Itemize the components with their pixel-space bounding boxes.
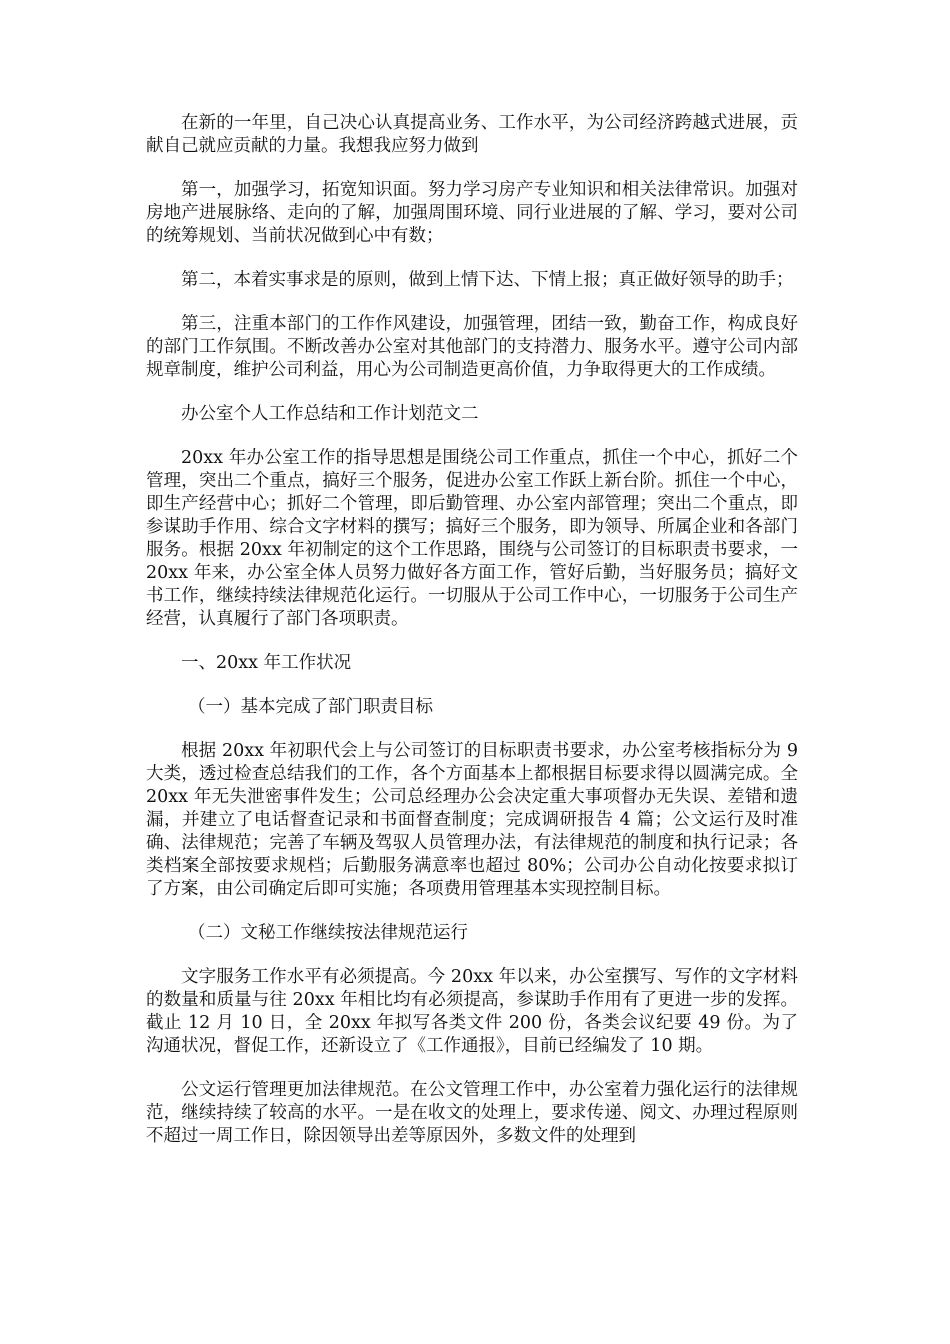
subheading-secretarial-work: （二）文秘工作继续按法律规范运行	[188, 923, 468, 943]
paragraph-writing-service: 文字服务工作水平有必须提高。今 20xx 年以来，办公室撰写、写作的文字材料的数量和质量与往 20xx 年相比均有必须提高，参谋助手作用有了更进一步的发挥。截止 12 月 10 日，全 20xx 年拟写各类文件 200 份，各类会议纪要 49 份。为了沟通状况，督促工作，还新设立了《工作通报》，目前已经编发了 10 期。	[146, 967, 798, 1056]
paragraph-second-point: 第二，本着实事求是的原则，做到上情下达、下情上报；真正做好领导的助手；	[181, 270, 794, 290]
paragraph-document-management: 公文运行管理更加法律规范。在公文管理工作中，办公室着力强化运行的法律规范，继续持续了较高的水平。一是在收文的处理上，要求传递、阅文、办理过程原则不超过一周工作日，除因领导出差等原因外，多数文件的处理到	[146, 1080, 798, 1146]
heading-work-status: 一、20xx 年工作状况	[181, 653, 352, 673]
paragraph-third-point: 第三，注重本部门的工作作风建设，加强管理，团结一致，勤奋工作，构成良好的部门工作氛围。不断改善办公室对其他部门的支持潜力、服务水平。遵守公司内部规章制度，维护公司利益，用心为公司制造更高价值，力争取得更大的工作成绩。	[146, 314, 798, 380]
section-title-example-two: 办公室个人工作总结和工作计划范文二	[181, 404, 479, 424]
paragraph-intro: 在新的一年里，自己决心认真提高业务、工作水平，为公司经济跨越式进展，贡献自己就应贡献的力量。我想我应努力做到	[146, 113, 798, 156]
paragraph-goals-detail: 根据 20xx 年初职代会上与公司签订的目标职责书要求，办公室考核指标分为 9 大类，透过检查总结我们的工作，各个方面基本上都根据目标要求得以圆满完成。全 20xx 年无失泄密事件发生；公司总经理办公会决定重大事项督办无失误、差错和遗漏，并建立了电话督查记录和书面督查制度；完成调研报告 4 篇；公文运行及时准确、法律规范；完善了车辆及驾驭人员管理办法，有法律规范的制度和执行记录；各类档案全部按要求规档；后勤服务满意率也超过 80%；公司办公自动化按要求拟订了方案，由公司确定后即可实施；各项费用管理基本实现控制目标。	[146, 741, 798, 899]
document-page	[146, 112, 798, 1169]
paragraph-first-point: 第一，加强学习，拓宽知识面。努力学习房产专业知识和相关法律常识。加强对房地产进展脉络、走向的了解，加强周围环境、同行业进展的了解、学习，要对公司的统筹规划、当前状况做到心中有数；	[146, 180, 798, 246]
subheading-goals-completed: （一）基本完成了部门职责目标	[188, 697, 433, 717]
paragraph-guiding-thought: 20xx 年办公室工作的指导思想是围绕公司工作重点，抓住一个中心，抓好二个管理，突出二个重点，搞好三个服务，促进办公室工作跃上新台阶。抓住一个中心，即生产经营中心；抓好二个管理，即后勤管理、办公室内部管理；突出二个重点，即参谋助手作用、综合文字材料的撰写；搞好三个服务，即为领导、所属企业和各部门服务。根据 20xx 年初制定的这个工作思路，围绕与公司签订的目标职责书要求，一 20xx 年来，办公室全体人员努力做好各方面工作，管好后勤，当好服务员；搞好文书工作，继续持续法律规范化运行。一切服从于公司工作中心，一切服务于公司生产经营，认真履行了部门各项职责。	[146, 448, 798, 629]
